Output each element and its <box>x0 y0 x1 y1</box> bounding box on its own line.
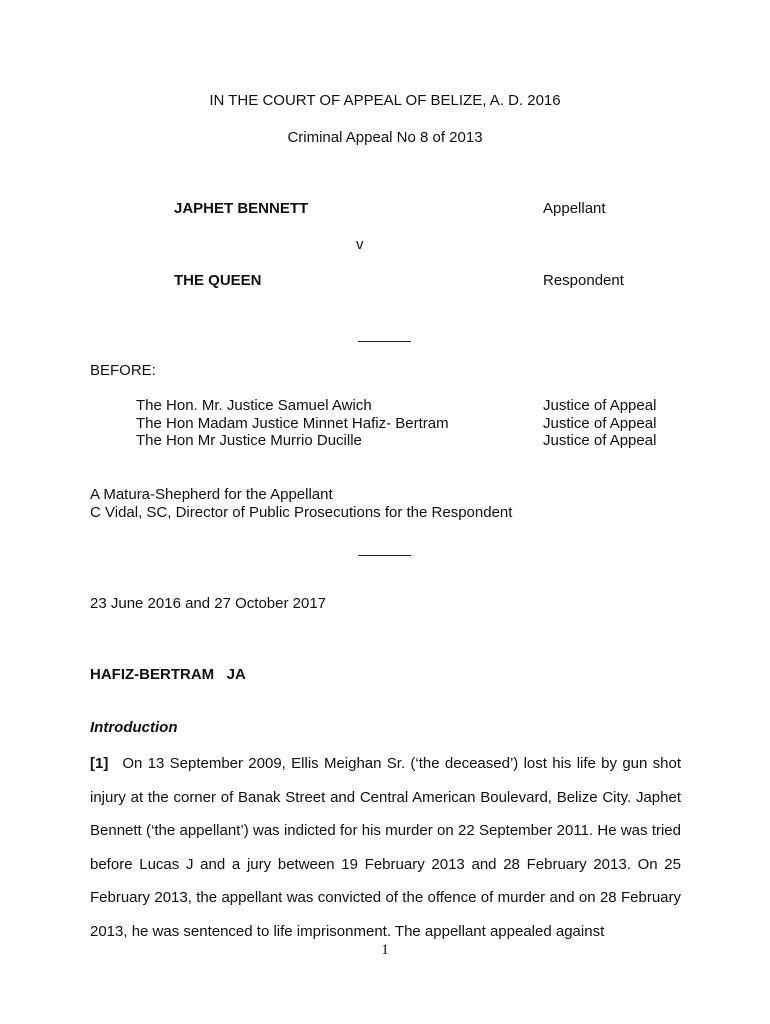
respondent-role: Respondent <box>543 272 624 289</box>
respondent-name: THE QUEEN <box>174 272 262 289</box>
judge-name: The Hon Madam Justice Minnet Hafiz- Bertram <box>136 414 449 432</box>
judge-role: Justice of Appeal <box>543 414 657 432</box>
appeal-number: Criminal Appeal No 8 of 2013 <box>287 129 483 146</box>
hearing-dates: 23 June 2016 and 27 October 2017 <box>90 595 327 612</box>
before-label: BEFORE: <box>90 362 156 379</box>
judge-name: The Hon. Mr. Justice Samuel Awich <box>136 397 372 414</box>
versus: v <box>356 236 364 253</box>
counsel-line: C Vidal, SC, Director of Public Prosecutions for the Respondent <box>90 503 513 521</box>
separator-line <box>358 555 411 556</box>
page-number: 1 <box>381 942 389 958</box>
judges-list <box>136 397 449 450</box>
appellant-role: Appellant <box>543 200 606 217</box>
judge-role: Justice of Appeal <box>543 432 657 449</box>
judges-roles <box>543 397 656 450</box>
court-title: IN THE COURT OF APPEAL OF BELIZE, A. D. 2016 <box>209 92 561 109</box>
judge-name: The Hon Mr Justice Murrio Ducille <box>136 432 362 449</box>
judge-heading: HAFIZ-BERTRAM JA <box>90 666 246 683</box>
counsel-line: A Matura-Shepherd for the Appellant <box>90 486 333 503</box>
paragraph-number: [1] <box>90 755 109 772</box>
judge-role: Justice of Appeal <box>543 397 657 414</box>
paragraph <box>90 747 681 949</box>
section-title: Introduction <box>90 719 178 736</box>
separator-line <box>358 341 411 342</box>
counsel-list <box>90 486 512 521</box>
appellant-name: JAPHET BENNETT <box>174 200 309 217</box>
paragraph-text: On 13 September 2009, Ellis Meighan Sr. (‘the deceased’) lost his life by gun shot injury at the corner of Banak Street and Central American Boulevard, Belize City. Japhet Bennett (‘the appellant’) was indicted for his murder on 22 September 2011. He was tried before Lucas J and a jury between 19 February 2013 and 28 February 2013. On 25 February 2013, the appellant was convicted of the offence of murder and on 28 February 2013, he was sentenced to life imprisonment. The appellant appealed against <box>90 755 681 940</box>
